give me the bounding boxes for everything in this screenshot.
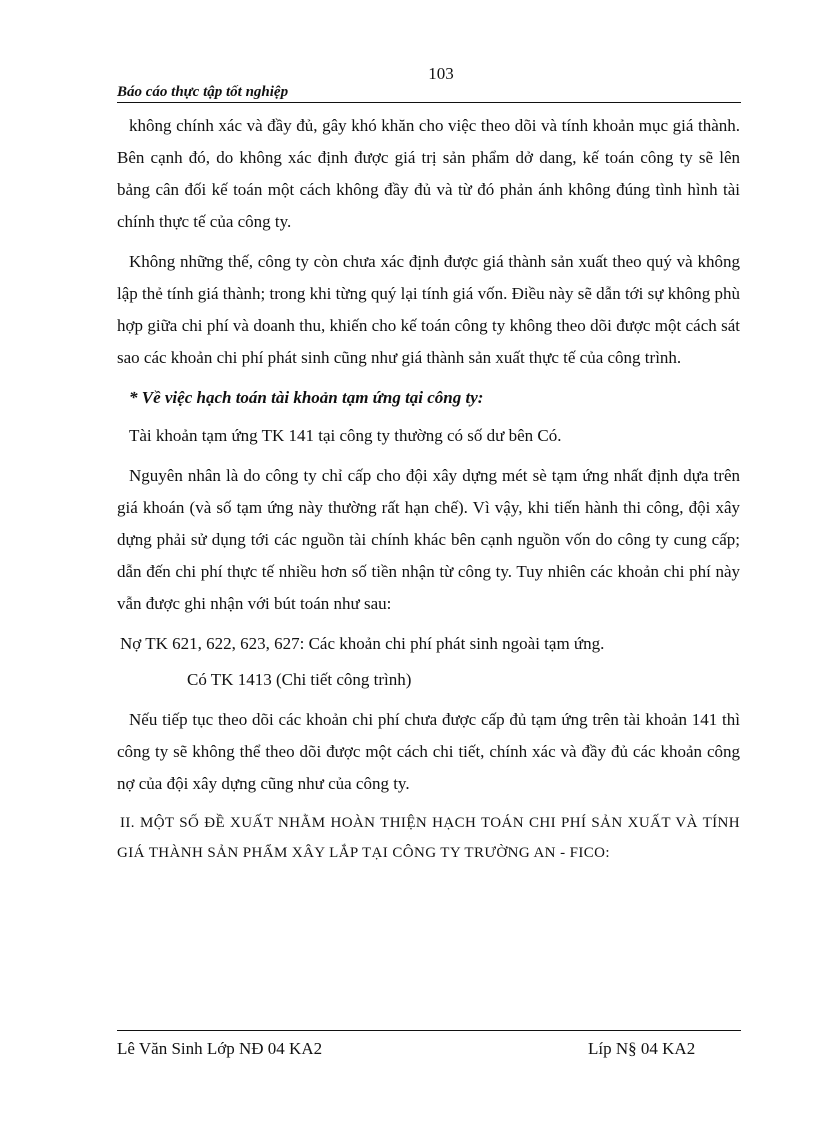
section-heading: II. MỘT SỐ ĐỀ XUẤT NHẰM HOÀN THIỆN HẠCH TOÁN CHI PHÍ SẢN XUẤT VÀ TÍNH GIÁ THÀNH SẢN PHẨM XÂY LẮP TẠI CÔNG TY TRƯỜNG AN - FICO: — [117, 815, 740, 861]
journal-entry-credit: Có TK 1413 (Chi tiết công trình) — [187, 670, 412, 689]
document-body — [117, 110, 740, 876]
paragraph: Nếu tiếp tục theo dõi các khoản chi phí chưa được cấp đủ tạm ứng trên tài khoản 141 thì công ty sẽ không thể theo dõi được một cách chi tiết, chính xác và đầy đủ các khoản công nợ của đội xây dựng cũng như của công ty. — [117, 710, 740, 793]
paragraph: Không những thế, công ty còn chưa xác định được giá thành sản xuất theo quý và không lập thẻ tính giá thành; trong khi từng quý lại tính giá vốn. Điều này sẽ dẫn tới sự không phù hợp giữa chi phí và doanh thu, khiến cho kế toán công ty không theo dõi được một cách sát sao các khoản chi phí phát sinh cũng như giá thành sản xuất thực tế của công trình. — [117, 252, 740, 367]
paragraph: không chính xác và đầy đủ, gây khó khăn cho việc theo dõi và tính khoản mục giá thành. Bên cạnh đó, do không xác định được giá trị sản phẩm dở dang, kế toán công ty sẽ lên bảng cân đối kế toán một cách không đầy đủ và từ đó phản ánh không đúng tình hình tài chính thực tế của công ty. — [117, 116, 740, 231]
paragraph: Nguyên nhân là do công ty chỉ cấp cho đội xây dựng mét sè tạm ứng nhất định dựa trên giá khoán (và số tạm ứng này thường rất hạn chế). Vì vậy, khi tiến hành thi công, đội xây dựng phải sử dụng tới các nguồn tài chính khác bên cạnh nguồn vốn do công ty cung cấp; dẫn đến chi phí thực tế nhiều hơn số tiền nhận từ công ty. Tuy nhiên các khoản chi phí này vẫn được ghi nhận với bút toán như sau: — [117, 466, 740, 613]
footer-class: Líp N§ 04 KA2 — [588, 1039, 696, 1058]
footer-author: Lê Văn Sinh Lớp NĐ 04 KA2 — [117, 1039, 323, 1058]
subheading: * Về việc hạch toán tài khoản tạm ứng tại công ty: — [129, 388, 484, 407]
page-number: 103 — [428, 64, 454, 83]
journal-entry-debit: Nợ TK 621, 622, 623, 627: Các khoản chi phí phát sinh ngoài tạm ứng. — [120, 634, 605, 653]
paragraph: Tài khoản tạm ứng TK 141 tại công ty thường có số dư bên Có. — [129, 426, 562, 445]
header-title: Báo cáo thực tập tốt nghiệp — [117, 84, 289, 100]
header-rule — [117, 102, 741, 103]
footer-rule — [117, 1030, 741, 1031]
